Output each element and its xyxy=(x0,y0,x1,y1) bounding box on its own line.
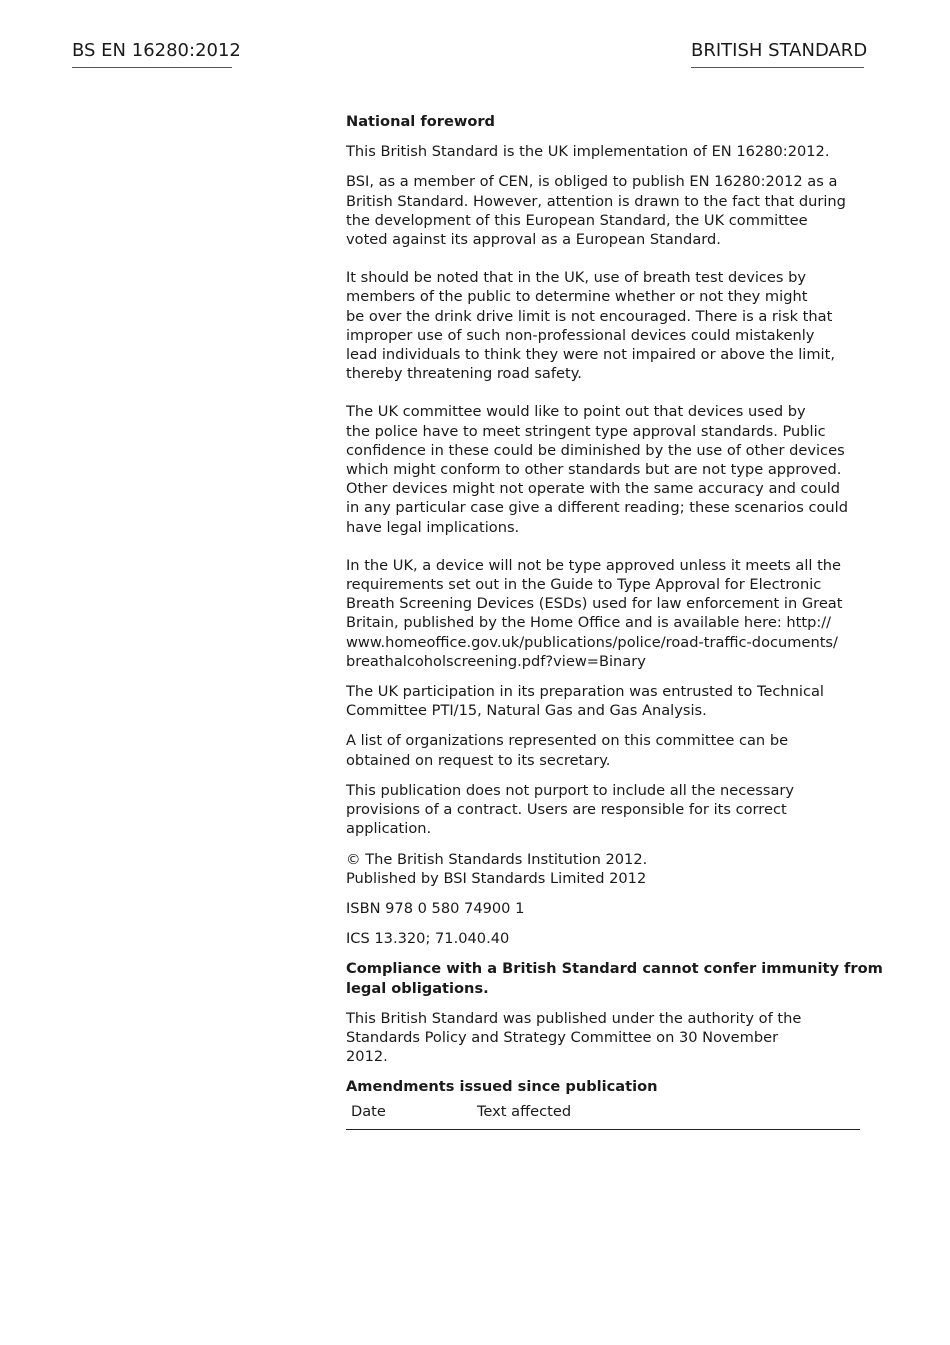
text-line: Committee PTI/15, Natural Gas and Gas Analysis. xyxy=(346,702,707,720)
text-line: 2012. xyxy=(346,1048,388,1066)
text-line: This British Standard is the UK implementation of EN 16280:2012. xyxy=(346,143,830,161)
text-line: voted against its approval as a European Standard. xyxy=(346,231,721,249)
foreword-title: National foreword xyxy=(346,113,496,130)
text-line: members of the public to determine whether or not they might xyxy=(346,288,808,306)
publication-authority xyxy=(346,1009,860,1067)
column-header-text-affected: Text affected xyxy=(477,1102,572,1120)
text-line: thereby threatening road safety. xyxy=(346,365,582,383)
text-line: A list of organizations represented on this committee can be xyxy=(346,732,789,750)
foreword-paragraph-implementation xyxy=(346,142,860,161)
national-foreword xyxy=(346,112,883,1130)
header-document-number: BS EN 16280:2012 xyxy=(72,40,232,68)
foreword-paragraph-police-devices xyxy=(346,402,860,536)
text-line: have legal implications. xyxy=(346,518,520,536)
text-line: The UK participation in its preparation was entrusted to Technical xyxy=(346,683,824,701)
text-line: ISBN 978 0 580 74900 1 xyxy=(346,899,525,917)
text-line: The UK committee would like to point out that devices used by xyxy=(346,403,806,421)
text-line: In the UK, a device will not be type approved unless it meets all the xyxy=(346,556,842,574)
foreword-paragraph-copyright xyxy=(346,850,860,888)
text-line: application. xyxy=(346,820,432,838)
text-line: which might conform to other standards but are not type approved. xyxy=(346,461,842,479)
text-line: Standards Policy and Strategy Committee on 30 November xyxy=(346,1028,779,1046)
column-header-date: Date xyxy=(351,1102,386,1120)
text-line: Britain, published by the Home Office and is available here: http:// xyxy=(346,614,832,632)
foreword-paragraph-committee xyxy=(346,682,860,720)
compliance-notice xyxy=(346,959,883,997)
ics-codes xyxy=(346,929,860,948)
text-line: requirements set out in the Guide to Type Approval for Electronic xyxy=(346,576,822,594)
text-line: Other devices might not operate with the same accuracy and could xyxy=(346,480,841,498)
text-line: Compliance with a British Standard cannot confer immunity from xyxy=(346,960,883,978)
text-line: provisions of a contract. Users are responsible for its correct xyxy=(346,801,787,819)
text-line: Published by BSI Standards Limited 2012 xyxy=(346,869,647,887)
text-line: obtained on request to its secretary. xyxy=(346,751,611,769)
foreword-paragraph-cen-obligation xyxy=(346,172,860,249)
text-line: be over the drink drive limit is not encouraged. There is a risk that xyxy=(346,307,833,325)
text-line: This publication does not purport to include all the necessary xyxy=(346,781,795,799)
text-line: BSI, as a member of CEN, is obliged to publish EN 16280:2012 as a xyxy=(346,173,838,191)
text-line: It should be noted that in the UK, use of breath test devices by xyxy=(346,269,807,287)
foreword-paragraph-public-use xyxy=(346,268,860,383)
text-line: legal obligations. xyxy=(346,979,489,997)
isbn xyxy=(346,899,860,918)
amendments-title: Amendments issued since publication xyxy=(346,1078,658,1096)
text-line: This British Standard was published under the authority of the xyxy=(346,1009,802,1027)
text-line: the development of this European Standard, the UK committee xyxy=(346,211,808,229)
text-line: www.homeoffice.gov.uk/publications/police/road-traffic-documents/ xyxy=(346,633,838,651)
foreword-paragraph-contract xyxy=(346,781,860,839)
text-line: breathalcoholscreening.pdf?view=Binary xyxy=(346,652,646,670)
text-line: improper use of such non-professional devices could mistakenly xyxy=(346,326,815,344)
text-line: ICS 13.320; 71.040.40 xyxy=(346,930,510,948)
text-line: © The British Standards Institution 2012. xyxy=(346,850,648,868)
text-line: British Standard. However, attention is drawn to the fact that during xyxy=(346,192,846,210)
text-line: in any particular case give a different reading; these scenarios could xyxy=(346,499,848,517)
header-publication-type: BRITISH STANDARD xyxy=(691,40,864,68)
text-line: Breath Screening Devices (ESDs) used for law enforcement in Great xyxy=(346,595,843,613)
amendments-table xyxy=(346,1102,860,1130)
text-line: confidence in these could be diminished by the use of other devices xyxy=(346,441,845,459)
text-line: the police have to meet stringent type approval standards. Public xyxy=(346,422,826,440)
foreword-paragraph-organizations xyxy=(346,731,860,769)
text-line: lead individuals to think they were not impaired or above the limit, xyxy=(346,346,835,364)
foreword-paragraph-type-approval xyxy=(346,556,860,671)
